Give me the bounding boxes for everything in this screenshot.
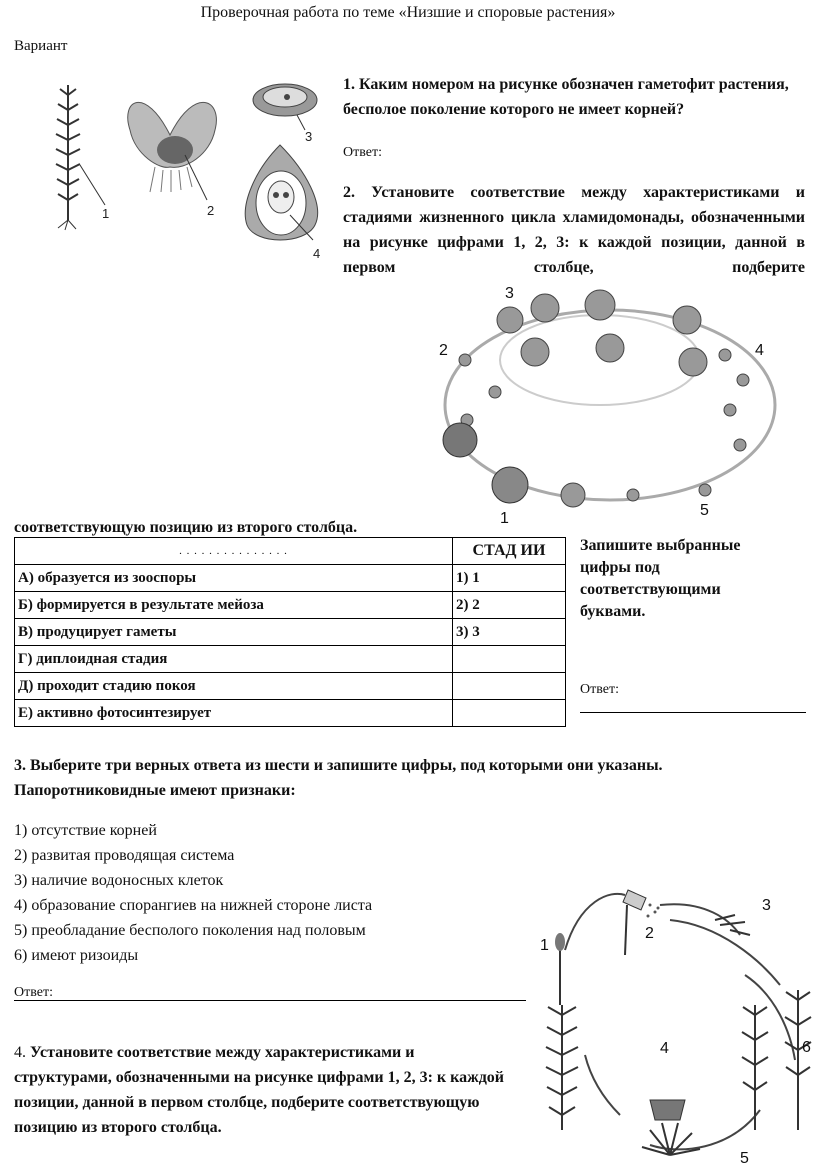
q2-answer-label: Ответ:: [580, 682, 619, 697]
q3-answer-line[interactable]: [14, 1000, 526, 1001]
moss-label-3: 3: [762, 897, 771, 914]
table-header-characteristics: . . . . . . . . . . . . . . .: [15, 538, 453, 565]
q1-answer-label: Ответ:: [343, 145, 382, 160]
characteristic-cell: Г) диплоидная стадия: [15, 646, 453, 673]
page-title: Проверочная работа по теме «Низшие и споровые растения»: [200, 4, 616, 21]
moss-label-6: 6: [802, 1039, 811, 1056]
zygote-drawing: [443, 423, 477, 457]
cycle-label-5: 5: [700, 502, 709, 519]
chlamydomonas-cycle-figure: [425, 280, 795, 525]
cycle-label-4: 4: [755, 342, 764, 359]
moss-cycle-figure: [530, 880, 816, 1165]
q3-options-list: [14, 818, 372, 968]
matching-table: [14, 537, 566, 727]
moss-label-1: 1: [540, 937, 549, 954]
question-2-text: 2. Установите соответствие между характеристиками и стадиями жизненного цикла хламидомонады, обозначенными на рисунке цифрами 1, 2, 3: к каждой позиции, данной в первом столбце, подберите: [343, 184, 805, 276]
q3-option: 1) отсутствие корней: [14, 822, 157, 839]
q4-body: Установите соответствие между характеристиками и структурами, обозначенными на рисунке цифрами 1, 2, 3: к каждой позиции, данной в первом столбце, подберите соответствующую позицию из второго столбца.: [14, 1044, 505, 1136]
prothallus-drawing: [128, 102, 217, 200]
question-3-text: 3. Выберите три верных ответа из шести и запишите цифры, под которыми они указаны. Папоротниковидные имеют признаки:: [14, 757, 663, 799]
stage-cell: [453, 700, 566, 727]
question-4-text: [14, 1040, 514, 1140]
q3-option: 5) преобладание бесполого поколения над половым: [14, 922, 366, 939]
fig1-label-3: 3: [305, 129, 313, 144]
stage-cell: 2) 2: [453, 592, 566, 619]
table-row: [15, 700, 566, 727]
moss-label-4: 4: [660, 1040, 669, 1057]
table-row: [15, 592, 566, 619]
cycle-label-2: 2: [439, 342, 448, 359]
stage-cell: 3) 3: [453, 619, 566, 646]
characteristic-cell: Е) активно фотосинтезирует: [15, 700, 453, 727]
variant-label: Вариант: [14, 38, 68, 54]
fig1-label-1: 1: [102, 206, 110, 221]
question-2-text-tail: соответствующую позицию из второго столбца.: [14, 519, 358, 536]
moss-plant-drawing: [56, 85, 105, 230]
q2-instruction: Запишите выбранные цифры под соответствующими буквами.: [580, 537, 741, 620]
characteristic-cell: Б) формируется в результате мейоза: [15, 592, 453, 619]
table-header-stages: СТАД ИИ: [453, 538, 566, 565]
moss-label-2: 2: [645, 925, 654, 942]
cycle-label-3: 3: [505, 285, 514, 302]
q3-answer-label: Ответ:: [14, 985, 53, 1000]
characteristic-cell: Д) проходит стадию покоя: [15, 673, 453, 700]
characteristic-cell: А) образуется из зооспоры: [15, 565, 453, 592]
q3-option: 6) имеют ризоиды: [14, 947, 139, 964]
cell-drawing: [253, 84, 317, 130]
q1-plants-figure: [35, 75, 340, 265]
q2-answer-line[interactable]: [580, 712, 806, 713]
table-header-row: [15, 538, 566, 565]
stage-cell: [453, 673, 566, 700]
q4-number: 4.: [14, 1044, 26, 1061]
table-row: [15, 673, 566, 700]
table-row: [15, 565, 566, 592]
table-row: [15, 646, 566, 673]
q3-option: 2) развитая проводящая система: [14, 847, 235, 864]
question-1-text: 1. Каким номером на рисунке обозначен гаметофит растения, бесполое поколение которого не имеет корней?: [343, 76, 789, 118]
moss-label-5: 5: [740, 1150, 749, 1165]
stage-cell: 1) 1: [453, 565, 566, 592]
fig1-label-4: 4: [313, 246, 321, 261]
characteristic-cell: В) продуцирует гаметы: [15, 619, 453, 646]
cycle-label-1: 1: [500, 510, 509, 525]
q3-option: 4) образование спорангиев на нижней стороне листа: [14, 897, 373, 914]
fig1-label-2: 2: [207, 203, 215, 218]
q3-option: 3) наличие водоносных клеток: [14, 872, 224, 889]
ovule-drawing: [245, 145, 317, 240]
stage-cell: [453, 646, 566, 673]
table-row: [15, 619, 566, 646]
